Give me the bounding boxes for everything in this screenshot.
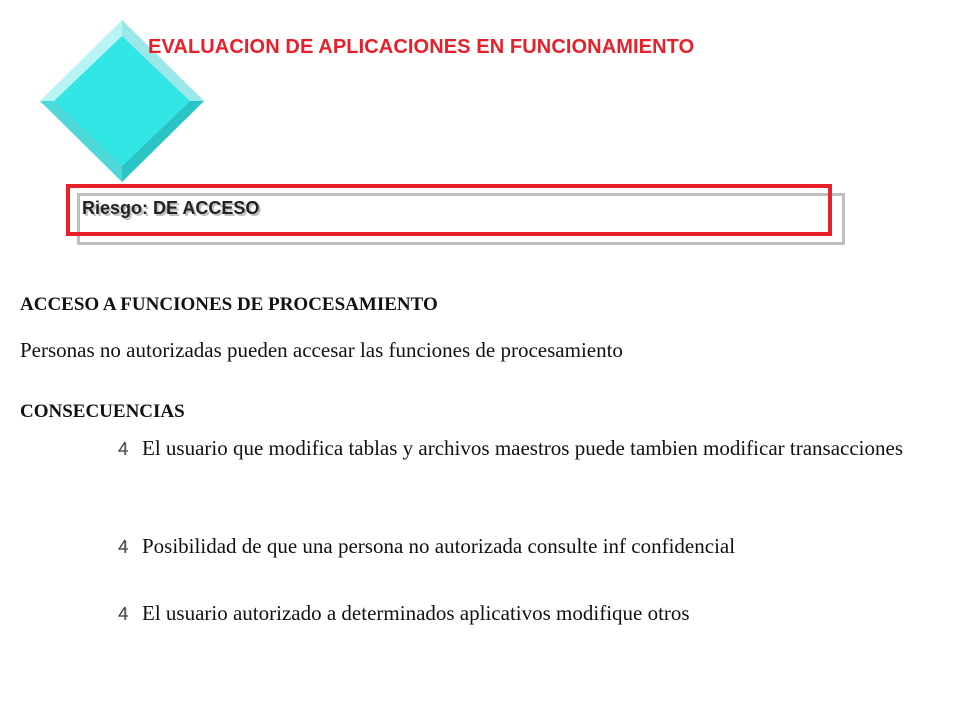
consequences-heading: CONSECUENCIAS — [20, 401, 185, 422]
numeral-four-icon — [116, 606, 131, 621]
consequence-item — [116, 599, 906, 627]
consequence-text: El usuario que modifica tablas y archivos maestros puede tambien modificar transacciones — [142, 436, 903, 460]
consequence-item — [116, 532, 906, 560]
section-heading: ACCESO A FUNCIONES DE PROCESAMIENTO — [20, 294, 438, 315]
consequence-text: El usuario autorizado a determinados aplicativos modifique otros — [142, 601, 690, 625]
numeral-four-icon — [116, 539, 131, 554]
numeral-four-icon — [116, 441, 131, 456]
section-description: Personas no autorizadas pueden accesar las funciones de procesamiento — [20, 338, 623, 362]
consequence-text: Posibilidad de que una persona no autorizada consulte inf confidencial — [142, 534, 736, 558]
page-title: EVALUACION DE APLICACIONES EN FUNCIONAMIENTO — [148, 36, 695, 58]
consequence-item — [116, 434, 906, 462]
risk-label: Riesgo: DE ACCESO — [82, 198, 260, 218]
